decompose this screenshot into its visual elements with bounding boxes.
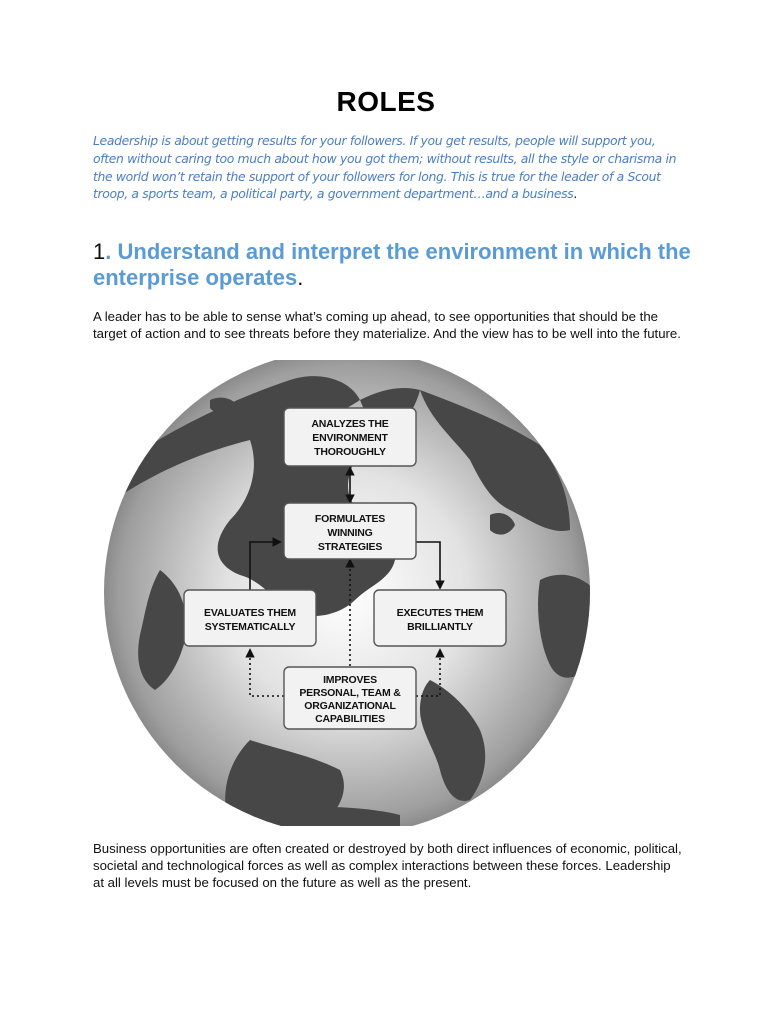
section-heading [93,239,693,291]
box-evaluates-systematically [184,590,316,646]
paragraph-business-opportunities: Business opportunities are often created or destroyed by both direct influences of economic, political, societal and technological forces as well as complex interactions between these forces. Leadership at all levels must be focused on the future as well as the present. [93,841,682,890]
box-executes-brilliantly [374,590,506,646]
box-analyze-line-3: THOROUGHLY [314,446,386,458]
box-improve-line-2: PERSONAL, TEAM & [299,687,401,699]
box-improve-line-4: CAPABILITIES [315,713,385,725]
box-formulates-strategies [284,503,416,559]
box-execute-line-1: EXECUTES THEM [396,607,484,619]
box-evaluate-line-2: SYSTEMATICALLY [204,621,296,633]
paragraph-sense-ahead: A leader has to be able to sense what’s coming up ahead, to see opportunities that should be the target of action and to see threats before they materialize. And the view has to be well into the future. [93,309,681,341]
section-heading-period: . [297,265,304,290]
intro-quote [93,132,683,203]
leadership-globe-diagram [100,360,595,826]
box-evaluate-line-1: EVALUATES THEM [204,607,296,619]
box-formulate-line-2: WINNING [327,527,373,539]
box-improves-capabilities [284,667,416,729]
box-analyze-line-2: ENVIRONMENT [312,432,388,444]
section-number-separator: . [105,239,112,264]
box-improve-line-1: IMPROVES [323,674,377,686]
box-analyzes-environment [284,408,416,466]
page-title: ROLES [336,86,436,117]
intro-text: Leadership is about getting results for your followers. If you get results, people will support you, often without caring too much about how you got them; without results, all the style or charisma in the world won’t retain the support of your followers for long. This is true for the leader of a Scout troop, a sports team, a political party, a government department…and a business [93,133,677,202]
box-analyze-line-1: ANALYZES THE [311,418,389,430]
section-number: 1 [93,239,106,264]
box-formulate-line-1: FORMULATES [314,513,386,525]
box-execute-line-2: BRILLIANTLY [407,621,473,633]
section-heading-text: Understand and interpret the environment in which the enterprise operates [93,239,691,290]
intro-period: . [573,186,577,202]
box-formulate-line-3: STRATEGIES [317,541,383,553]
box-improve-line-3: ORGANIZATIONAL [304,700,396,712]
